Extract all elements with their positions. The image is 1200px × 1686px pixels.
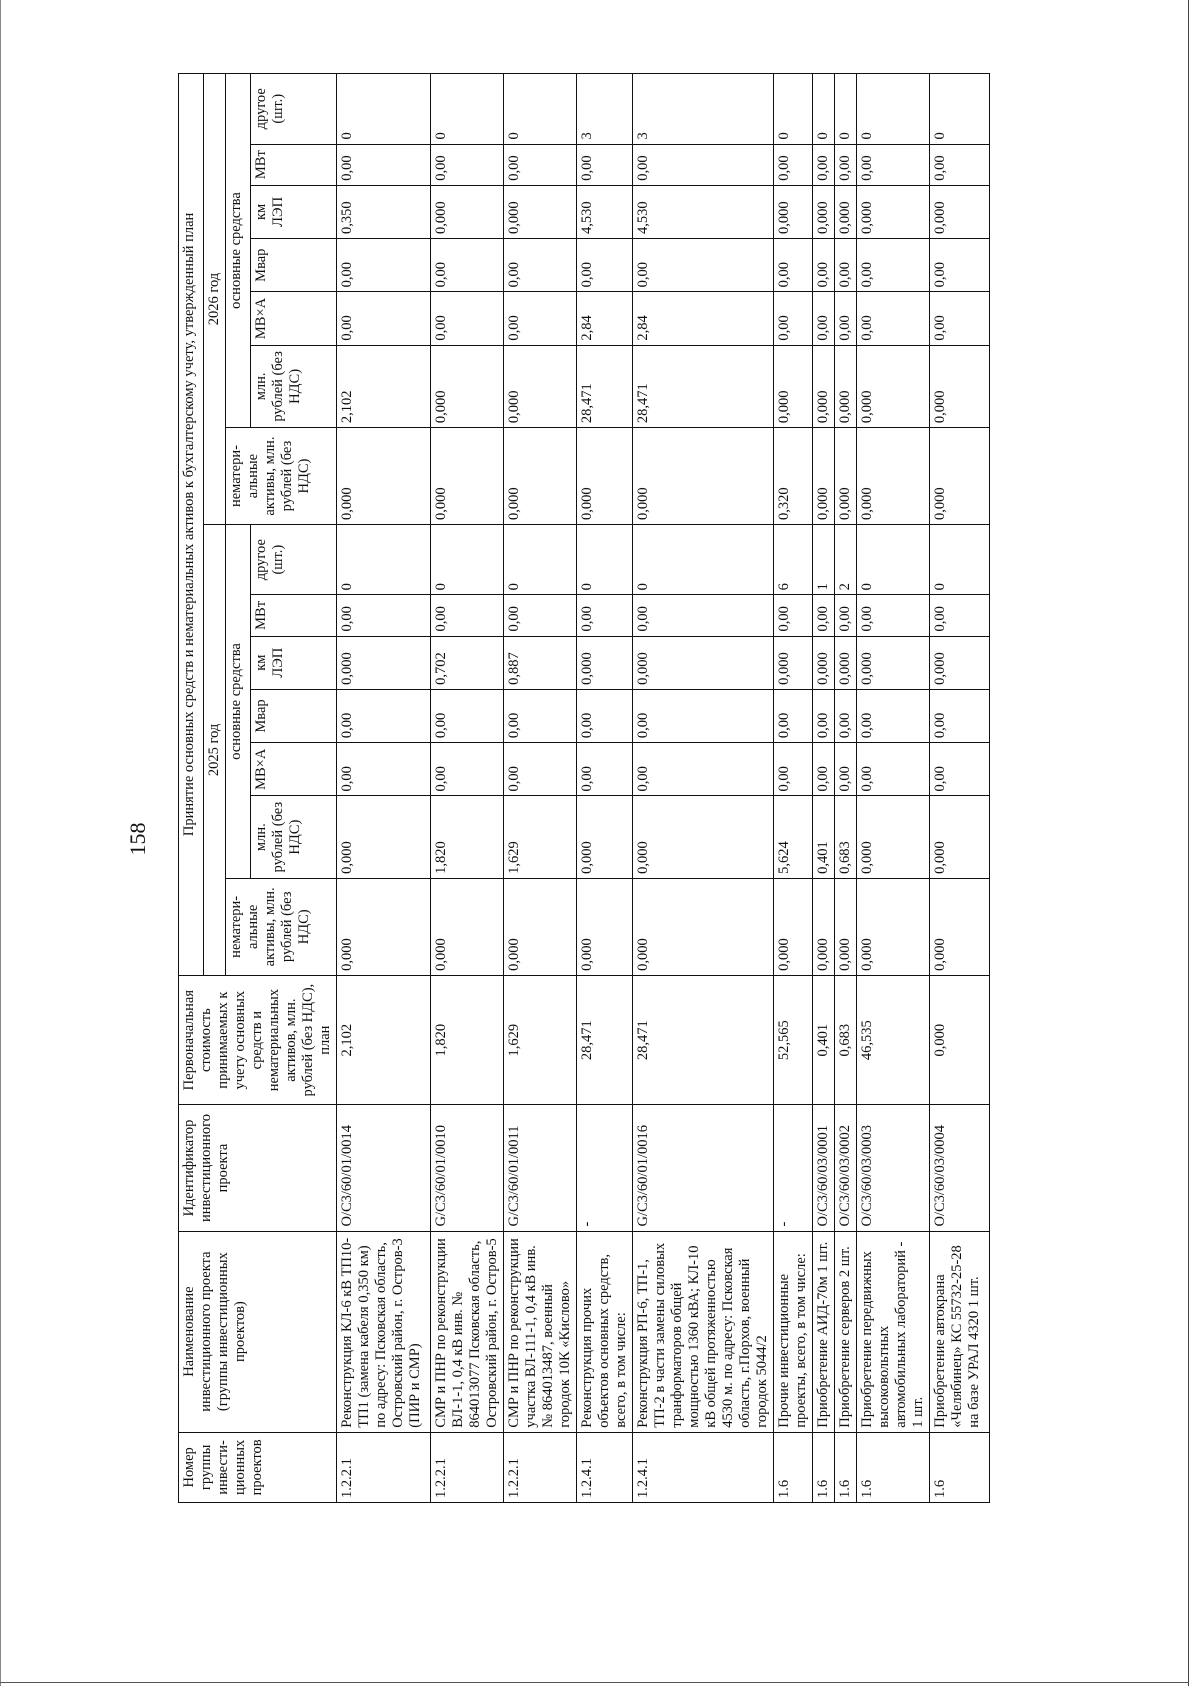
cell-2025-mw: 0,00 bbox=[930, 595, 990, 636]
header-initial-cost: Первоначальная стоимость принимаемых к учету основных средств и нематериальных активов, млн. рублей (без НДС), план bbox=[179, 975, 337, 1105]
cell-2025-km: 0,000 bbox=[813, 636, 835, 689]
cell-group: 1.6 bbox=[930, 1432, 990, 1502]
cell-2025-intangible: 0,000 bbox=[633, 878, 774, 975]
cell-2026-other: 0 bbox=[857, 74, 930, 145]
cell-2026-mva: 0,00 bbox=[857, 292, 930, 345]
cell-2025-mva: 0,00 bbox=[857, 743, 930, 796]
cell-2025-mvar: 0,00 bbox=[774, 689, 813, 742]
cell-2026-mva: 0,00 bbox=[431, 292, 504, 345]
cell-group: 1.6 bbox=[835, 1432, 857, 1502]
cell-cost: 0,401 bbox=[813, 975, 835, 1105]
cell-2026-mln: 0,000 bbox=[774, 345, 813, 427]
header-fixed-assets-2026: основные средства bbox=[226, 74, 251, 428]
table-row bbox=[504, 74, 577, 1503]
table-row bbox=[633, 74, 774, 1503]
cell-2025-mva: 0,00 bbox=[431, 743, 504, 796]
cell-2025-mw: 0,00 bbox=[577, 595, 633, 636]
cell-2026-km: 0,000 bbox=[504, 185, 577, 238]
cell-2026-km: 0,000 bbox=[774, 185, 813, 238]
cell-2026-intangible: 0,000 bbox=[504, 428, 577, 525]
cell-2026-intangible: 0,000 bbox=[633, 428, 774, 525]
cell-cost: 1,629 bbox=[504, 975, 577, 1105]
cell-2025-other: 0 bbox=[577, 525, 633, 595]
cell-2026-mln: 28,471 bbox=[633, 345, 774, 427]
cell-2025-mw: 0,00 bbox=[857, 595, 930, 636]
cell-2026-mln: 2,102 bbox=[337, 345, 431, 427]
cell-group: 1.6 bbox=[774, 1432, 813, 1502]
cell-2025-mvar: 0,00 bbox=[835, 689, 857, 742]
cell-group: 1.2.2.1 bbox=[431, 1432, 504, 1502]
cell-2025-km: 0,000 bbox=[835, 636, 857, 689]
cell-2025-other: 0 bbox=[633, 525, 774, 595]
header-mvar-2026: Мвар bbox=[251, 239, 337, 292]
cell-2026-mva: 0,00 bbox=[835, 292, 857, 345]
header-mva-2025: МВ×А bbox=[251, 743, 337, 796]
cell-cost: 28,471 bbox=[633, 975, 774, 1105]
cell-2025-mvar: 0,00 bbox=[633, 689, 774, 742]
cell-2026-km: 0,350 bbox=[337, 185, 431, 238]
cell-name: Приобретение АИД-70м 1 шт. bbox=[813, 1231, 835, 1432]
cell-2026-intangible: 0,320 bbox=[774, 428, 813, 525]
header-mw-2025: МВт bbox=[251, 595, 337, 636]
cell-2025-mw: 0,00 bbox=[431, 595, 504, 636]
cell-cost: 1,820 bbox=[431, 975, 504, 1105]
header-mva-2026: МВ×А bbox=[251, 292, 337, 345]
cell-2026-km: 4,530 bbox=[633, 185, 774, 238]
cell-2025-intangible: 0,000 bbox=[774, 878, 813, 975]
cell-cost: 46,535 bbox=[857, 975, 930, 1105]
cell-group: 1.6 bbox=[813, 1432, 835, 1502]
cell-2025-mw: 0,00 bbox=[504, 595, 577, 636]
cell-2025-other: 0 bbox=[337, 525, 431, 595]
cell-2026-mva: 2,84 bbox=[633, 292, 774, 345]
table-header bbox=[179, 74, 337, 1503]
cell-2026-mva: 2,84 bbox=[577, 292, 633, 345]
cell-2025-km: 0,000 bbox=[337, 636, 431, 689]
cell-name: Приобретение автокрана «Челябинец» КС 55732-25-28 на базе УРАЛ 4320 1 шт. bbox=[930, 1231, 990, 1432]
cell-2025-intangible: 0,000 bbox=[337, 878, 431, 975]
scan-edge-bottom bbox=[0, 1682, 1189, 1683]
cell-2025-mw: 0,00 bbox=[774, 595, 813, 636]
cell-id: O/C3/60/03/0002 bbox=[835, 1105, 857, 1231]
cell-2026-mvar: 0,00 bbox=[577, 239, 633, 292]
cell-2026-mw: 0,00 bbox=[431, 144, 504, 185]
cell-2025-mln: 0,000 bbox=[633, 796, 774, 878]
header-mvar-2025: Мвар bbox=[251, 689, 337, 742]
cell-2026-mw: 0,00 bbox=[337, 144, 431, 185]
cell-id: G/C3/60/01/0010 bbox=[431, 1105, 504, 1231]
cell-2026-mln: 0,000 bbox=[504, 345, 577, 427]
cell-id: O/C3/60/03/0004 bbox=[930, 1105, 990, 1231]
table-row bbox=[930, 74, 990, 1503]
cell-group: 1.2.2.1 bbox=[504, 1432, 577, 1502]
cell-id: - bbox=[774, 1105, 813, 1231]
cell-2025-mw: 0,00 bbox=[633, 595, 774, 636]
cell-id: O/C3/60/03/0001 bbox=[813, 1105, 835, 1231]
rotated-table-container bbox=[178, 73, 1200, 1503]
cell-2026-mva: 0,00 bbox=[774, 292, 813, 345]
cell-id: O/C3/60/03/0003 bbox=[857, 1105, 930, 1231]
cell-2025-intangible: 0,000 bbox=[835, 878, 857, 975]
header-km-2026: км ЛЭП bbox=[251, 185, 337, 238]
cell-2026-km: 4,530 bbox=[577, 185, 633, 238]
cell-2026-km: 0,000 bbox=[857, 185, 930, 238]
cell-2026-other: 0 bbox=[813, 74, 835, 145]
cell-cost: 0,000 bbox=[930, 975, 990, 1105]
cell-2026-mln: 0,000 bbox=[835, 345, 857, 427]
header-year-2025: 2025 год bbox=[204, 525, 226, 976]
cell-2026-other: 3 bbox=[633, 74, 774, 145]
header-km-2025: км ЛЭП bbox=[251, 636, 337, 689]
cell-2026-mvar: 0,00 bbox=[857, 239, 930, 292]
cell-2026-mln: 28,471 bbox=[577, 345, 633, 427]
cell-2025-mvar: 0,00 bbox=[431, 689, 504, 742]
cell-2026-mva: 0,00 bbox=[813, 292, 835, 345]
cell-2025-mln: 0,000 bbox=[577, 796, 633, 878]
cell-2026-mvar: 0,00 bbox=[337, 239, 431, 292]
cell-2025-mln: 0,000 bbox=[337, 796, 431, 878]
cell-2026-mln: 0,000 bbox=[857, 345, 930, 427]
cell-2026-mln: 0,000 bbox=[431, 345, 504, 427]
cell-2025-mln: 0,000 bbox=[857, 796, 930, 878]
cell-2025-mva: 0,00 bbox=[577, 743, 633, 796]
cell-2026-km: 0,000 bbox=[431, 185, 504, 238]
cell-2025-km: 0,000 bbox=[577, 636, 633, 689]
cell-2026-mw: 0,00 bbox=[633, 144, 774, 185]
cell-2025-mln: 0,000 bbox=[930, 796, 990, 878]
table-row bbox=[431, 74, 504, 1503]
cell-group: 1.6 bbox=[857, 1432, 930, 1502]
cell-2025-mva: 0,00 bbox=[835, 743, 857, 796]
cell-2025-other: 6 bbox=[774, 525, 813, 595]
cell-cost: 2,102 bbox=[337, 975, 431, 1105]
cell-2025-mvar: 0,00 bbox=[577, 689, 633, 742]
cell-2026-mvar: 0,00 bbox=[835, 239, 857, 292]
cell-2026-intangible: 0,000 bbox=[577, 428, 633, 525]
cell-2026-intangible: 0,000 bbox=[813, 428, 835, 525]
cell-name: Реконструкция РП-6, ТП-1, ТП-2 в части замены силовых транформаторов общей мощностью 1360 кВА; КЛ-10 кВ общей протяженностью 4530 м. по адресу: Псковская область, г.Порхов, военный городок 5044/2 bbox=[633, 1231, 774, 1432]
cell-2026-other: 0 bbox=[337, 74, 431, 145]
header-project-name: Наименование инвестиционного проекта (группы инвестиционных проектов) bbox=[179, 1231, 337, 1432]
cell-name: Реконструкция КЛ-6 кВ ТП10-ТП1 (замена кабеля 0,350 км) по адресу: Псковская область, Островский район, г. Остров-3 (ПИР и СМР) bbox=[337, 1231, 431, 1432]
cell-2026-mva: 0,00 bbox=[504, 292, 577, 345]
cell-2026-other: 0 bbox=[930, 74, 990, 145]
cell-2025-mva: 0,00 bbox=[774, 743, 813, 796]
cell-2025-mvar: 0,00 bbox=[857, 689, 930, 742]
table-row bbox=[577, 74, 633, 1503]
cell-2025-mw: 0,00 bbox=[813, 595, 835, 636]
cell-2025-mw: 0,00 bbox=[835, 595, 857, 636]
cell-2025-other: 1 bbox=[813, 525, 835, 595]
cell-2025-mvar: 0,00 bbox=[337, 689, 431, 742]
cell-2025-other: 0 bbox=[431, 525, 504, 595]
cell-2026-km: 0,000 bbox=[835, 185, 857, 238]
investment-acceptance-table bbox=[178, 73, 990, 1503]
cell-2026-mvar: 0,00 bbox=[774, 239, 813, 292]
cell-2025-intangible: 0,000 bbox=[504, 878, 577, 975]
cell-2025-mln: 5,624 bbox=[774, 796, 813, 878]
scan-edge-left bbox=[0, 0, 1, 1686]
cell-2025-intangible: 0,000 bbox=[857, 878, 930, 975]
cell-2025-intangible: 0,000 bbox=[431, 878, 504, 975]
cell-2025-mw: 0,00 bbox=[337, 595, 431, 636]
cell-2026-mvar: 0,00 bbox=[633, 239, 774, 292]
cell-cost: 52,565 bbox=[774, 975, 813, 1105]
header-project-id: Идентификатор инвестиционного проекта bbox=[179, 1105, 337, 1231]
table-row bbox=[835, 74, 857, 1503]
cell-2025-other: 0 bbox=[504, 525, 577, 595]
cell-2026-km: 0,000 bbox=[813, 185, 835, 238]
cell-2026-mw: 0,00 bbox=[930, 144, 990, 185]
cell-2025-km: 0,702 bbox=[431, 636, 504, 689]
cell-2025-intangible: 0,000 bbox=[577, 878, 633, 975]
cell-name: Прочие инвестиционные проекты, всего, в том числе: bbox=[774, 1231, 813, 1432]
cell-2025-other: 0 bbox=[857, 525, 930, 595]
cell-id: G/C3/60/01/0016 bbox=[633, 1105, 774, 1231]
cell-group: 1.2.2.1 bbox=[337, 1432, 431, 1502]
cell-2025-mvar: 0,00 bbox=[813, 689, 835, 742]
cell-2026-mw: 0,00 bbox=[813, 144, 835, 185]
cell-2026-intangible: 0,000 bbox=[835, 428, 857, 525]
header-other-2026: другое (шт.) bbox=[251, 74, 337, 145]
cell-name: Приобретение серверов 2 шт. bbox=[835, 1231, 857, 1432]
cell-2026-mvar: 0,00 bbox=[813, 239, 835, 292]
cell-2026-mva: 0,00 bbox=[337, 292, 431, 345]
cell-2026-mw: 0,00 bbox=[504, 144, 577, 185]
header-fixed-assets-2025: основные средства bbox=[226, 525, 251, 879]
cell-2026-other: 0 bbox=[774, 74, 813, 145]
table-row bbox=[337, 74, 431, 1503]
cell-2025-mvar: 0,00 bbox=[930, 689, 990, 742]
header-year-2026: 2026 год bbox=[204, 74, 226, 525]
cell-2025-mva: 0,00 bbox=[337, 743, 431, 796]
header-mln-rub-2025: млн. рублей (без НДС) bbox=[251, 796, 337, 878]
table-row bbox=[813, 74, 835, 1503]
cell-2025-km: 0,000 bbox=[774, 636, 813, 689]
cell-2025-mln: 0,683 bbox=[835, 796, 857, 878]
cell-2025-km: 0,000 bbox=[930, 636, 990, 689]
cell-2025-km: 0,000 bbox=[857, 636, 930, 689]
cell-name: СМР и ПНР по реконструкции ВЛ-1-1, 0,4 кВ инв. № 864013077 Псковская область, Островский район, г. Остров-5 bbox=[431, 1231, 504, 1432]
header-mln-rub-2026: млн. рублей (без НДС) bbox=[251, 345, 337, 427]
header-intangible-2026: нематери-альные активы, млн. рублей (без НДС) bbox=[226, 428, 337, 525]
cell-2026-other: 0 bbox=[835, 74, 857, 145]
cell-2026-intangible: 0,000 bbox=[857, 428, 930, 525]
header-other-2025: другое (шт.) bbox=[251, 525, 337, 595]
cell-2026-intangible: 0,000 bbox=[930, 428, 990, 525]
cell-cost: 0,683 bbox=[835, 975, 857, 1105]
header-group-number: Номер группы инвести-ционных проектов bbox=[179, 1432, 337, 1502]
cell-2026-mvar: 0,00 bbox=[930, 239, 990, 292]
cell-2026-km: 0,000 bbox=[930, 185, 990, 238]
cell-name: Приобретение передвижных высоковольтных автомобильных лабораторий - 1 шт. bbox=[857, 1231, 930, 1432]
cell-2026-other: 0 bbox=[431, 74, 504, 145]
cell-2025-mva: 0,00 bbox=[813, 743, 835, 796]
cell-2025-other: 0 bbox=[930, 525, 990, 595]
cell-2025-mln: 1,629 bbox=[504, 796, 577, 878]
cell-2025-mln: 0,401 bbox=[813, 796, 835, 878]
cell-group: 1.2.4.1 bbox=[633, 1432, 774, 1502]
table-row bbox=[774, 74, 813, 1503]
cell-2025-intangible: 0,000 bbox=[930, 878, 990, 975]
cell-2025-intangible: 0,000 bbox=[813, 878, 835, 975]
cell-2025-mvar: 0,00 bbox=[504, 689, 577, 742]
cell-2025-mva: 0,00 bbox=[930, 743, 990, 796]
cell-2026-mw: 0,00 bbox=[857, 144, 930, 185]
cell-name: СМР и ПНР по реконструкции участка ВЛ-111-1, 0,4 кВ инв. № 864013487, военный городок 10К «Кислово» bbox=[504, 1231, 577, 1432]
cell-2026-intangible: 0,000 bbox=[337, 428, 431, 525]
cell-2025-km: 0,887 bbox=[504, 636, 577, 689]
header-acceptance-plan: Принятие основных средств и нематериальных активов к бухгалтерскому учету, утвержденный план bbox=[179, 74, 204, 976]
cell-cost: 28,471 bbox=[577, 975, 633, 1105]
cell-2026-mvar: 0,00 bbox=[504, 239, 577, 292]
header-mw-2026: МВт bbox=[251, 144, 337, 185]
header-intangible-2025: нематери-альные активы, млн. рублей (без НДС) bbox=[226, 878, 337, 975]
cell-2026-mln: 0,000 bbox=[930, 345, 990, 427]
page-number: 158 bbox=[125, 822, 150, 856]
cell-group: 1.2.4.1 bbox=[577, 1432, 633, 1502]
cell-name: Реконструкция прочих объектов основных средств, всего, в том числе: bbox=[577, 1231, 633, 1432]
cell-2025-mva: 0,00 bbox=[633, 743, 774, 796]
cell-2026-mln: 0,000 bbox=[813, 345, 835, 427]
cell-2026-other: 3 bbox=[577, 74, 633, 145]
cell-2026-mw: 0,00 bbox=[577, 144, 633, 185]
table-body bbox=[337, 74, 990, 1503]
cell-2026-intangible: 0,000 bbox=[431, 428, 504, 525]
cell-2026-mw: 0,00 bbox=[774, 144, 813, 185]
cell-2026-mvar: 0,00 bbox=[431, 239, 504, 292]
table-row bbox=[857, 74, 930, 1503]
cell-2025-other: 2 bbox=[835, 525, 857, 595]
cell-2026-mva: 0,00 bbox=[930, 292, 990, 345]
cell-2026-other: 0 bbox=[504, 74, 577, 145]
cell-2026-mw: 0,00 bbox=[835, 144, 857, 185]
cell-2025-mln: 1,820 bbox=[431, 796, 504, 878]
cell-id: - bbox=[577, 1105, 633, 1231]
cell-2025-mva: 0,00 bbox=[504, 743, 577, 796]
cell-id: O/C3/60/01/0014 bbox=[337, 1105, 431, 1231]
cell-2025-km: 0,000 bbox=[633, 636, 774, 689]
cell-id: G/C3/60/01/0011 bbox=[504, 1105, 577, 1231]
